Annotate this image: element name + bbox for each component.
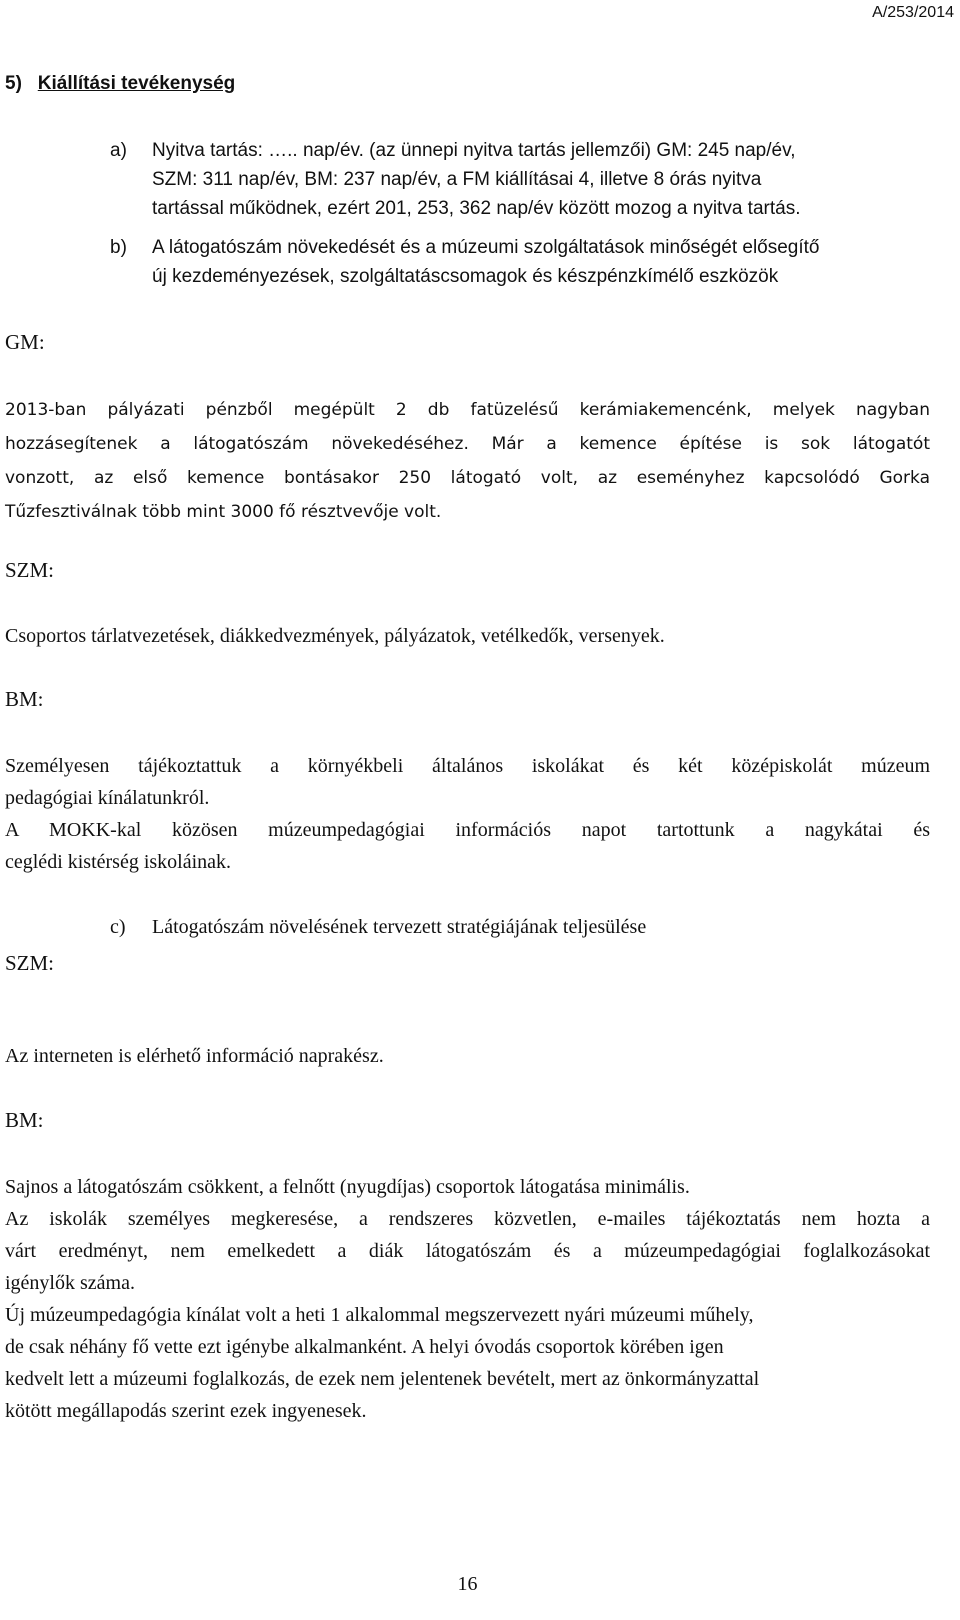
list-marker-c: c) <box>110 916 126 938</box>
section-number: 5) <box>5 73 22 94</box>
paragraph-line: Személyesen tájékoztattuk a környékbeli általános iskolákat és két középiskolát múzeum <box>5 755 930 777</box>
paragraph-line: Az iskolák személyes megkeresése, a rendszeres közvetlen, e-mailes tájékoztatás nem hozta a <box>5 1208 930 1230</box>
paragraph-szm <box>5 620 930 652</box>
paragraph-line: Sajnos a látogatószám csökkent, a felnőtt (nyugdíjas) csoportok látogatása minimális. <box>5 1176 690 1198</box>
paragraph-szm <box>5 1040 930 1072</box>
paragraph-line: kötött megállapodás szerint ezek ingyenesek. <box>5 1400 367 1422</box>
list-item-a-line: Nyitva tartás: ….. nap/év. (az ünnepi nyitva tartás jellemzői) GM: 245 nap/év, <box>152 140 796 161</box>
list-item-c-line: Látogatószám növelésének tervezett stratégiájának teljesülése <box>152 916 647 938</box>
paragraph-line: Az interneten is elérhető információ naprakész. <box>5 1045 384 1067</box>
list-marker-b: b) <box>110 237 127 258</box>
section-title: Kiállítási tevékenység <box>37 73 236 94</box>
paragraph-line: Új múzeumpedagógia kínálat volt a heti 1 alkalommal megszervezett nyári múzeumi műhely, <box>5 1304 754 1326</box>
label-bm: BM: <box>5 687 44 711</box>
label-szm: SZM: <box>5 951 55 975</box>
paragraph-line: ceglédi kistérség iskoláinak. <box>5 851 232 873</box>
document-code: A/253/2014 <box>872 4 954 21</box>
list-item-a-line: SZM: 311 nap/év, BM: 237 nap/év, a FM kiállításai 4, illetve 8 órás nyitva <box>152 169 762 190</box>
paragraph-line: pedagógiai kínálatunkról. <box>5 787 210 809</box>
paragraph-bm <box>5 750 930 878</box>
label-szm: SZM: <box>5 558 55 582</box>
paragraph-line: hozzásegítenek a látogatószám növekedéséhez. Már a kemence építése is sok látogatót <box>5 434 930 454</box>
paragraph-line: A MOKK-kal közösen múzeumpedagógiai információs napot tartottunk a nagykátai és <box>5 819 930 841</box>
paragraph-bm <box>5 1171 930 1427</box>
paragraph-line: Csoportos tárlatvezetések, diákkedvezmények, pályázatok, vetélkedők, versenyek. <box>5 625 665 647</box>
list-item-b-line: A látogatószám növekedését és a múzeumi szolgáltatások minőségét elősegítő <box>152 237 820 258</box>
label-bm: BM: <box>5 1108 44 1132</box>
list-item-a <box>110 136 930 223</box>
list-item-a-line: tartással működnek, ezért 201, 253, 362 nap/év között mozog a nyitva tartás. <box>152 198 801 219</box>
page-number: 16 <box>457 1573 478 1595</box>
paragraph-line: 2013-ban pályázati pénzből megépült 2 db fatüzelésű kerámiakemencénk, melyek nagyban <box>5 400 930 420</box>
label-gm: GM: <box>5 330 45 354</box>
section-heading <box>5 73 235 95</box>
list-marker-a: a) <box>110 140 127 161</box>
paragraph-line: de csak néhány fő vette ezt igénybe alkalmanként. A helyi óvodás csoportok körében igen <box>5 1336 724 1358</box>
paragraph-line: vonzott, az első kemence bontásakor 250 látogató volt, az eseményhez kapcsolódó Gorka <box>5 468 930 488</box>
list-item-c <box>110 913 930 942</box>
paragraph-line: igénylők száma. <box>5 1272 135 1294</box>
paragraph-gm <box>5 393 930 529</box>
paragraph-line: kedvelt lett a múzeumi foglalkozás, de ezek nem jelentenek bevételt, mert az önkormányzattal <box>5 1368 760 1390</box>
paragraph-line: Tűzfesztiválnak több mint 3000 fő résztvevője volt. <box>5 502 442 522</box>
list-item-b <box>110 233 930 291</box>
paragraph-line: várt eredményt, nem emelkedett a diák látogatószám és a múzeumpedagógiai foglalkozásokat <box>5 1240 930 1262</box>
list-item-b-line: új kezdeményezések, szolgáltatáscsomagok és készpénzkímélő eszközök <box>152 266 779 287</box>
